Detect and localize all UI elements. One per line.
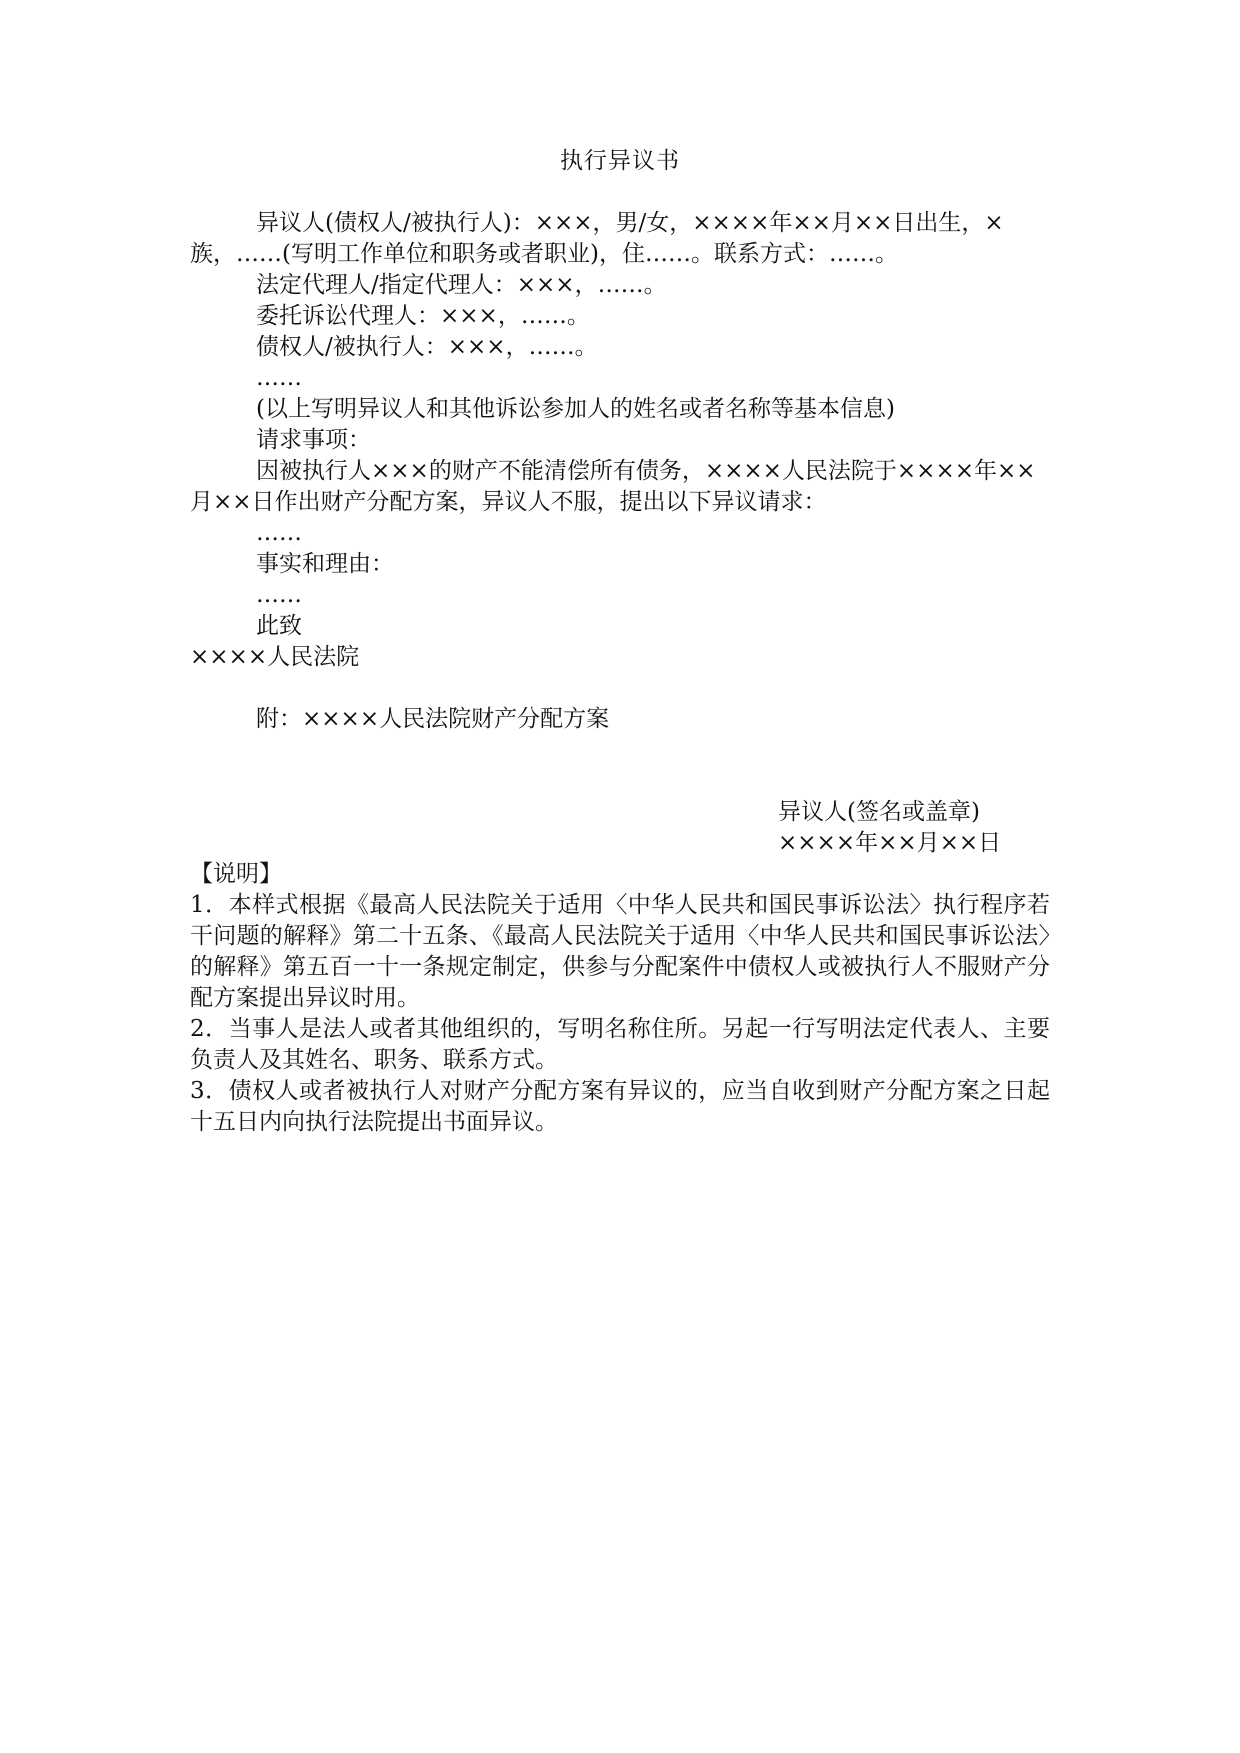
- closing-court: ××××人民法院: [190, 644, 360, 670]
- closing-respectfully: 此致: [256, 613, 302, 639]
- attachment-line: 附：××××人民法院财产分配方案: [256, 706, 610, 732]
- request-heading: 请求事项：: [256, 427, 371, 453]
- entrusted-agent-info: 委托诉讼代理人：×××，……。: [256, 303, 590, 329]
- facts-ellipsis: ……: [256, 582, 302, 608]
- document-title: 执行异议书: [560, 148, 680, 174]
- creditor-debtor-info: 债权人/被执行人：×××，……。: [256, 334, 598, 360]
- spacer: [190, 735, 1050, 797]
- note-item-2: 2．当事人是法人或者其他组织的，写明名称住所。另起一行写明法定代表人、主要负责人及其姓名、职务、联系方式。: [190, 1016, 1050, 1073]
- facts-heading: 事实和理由：: [256, 551, 394, 577]
- party-ellipsis: ……: [256, 365, 302, 391]
- signature-date: ××××年××月××日: [778, 830, 1002, 856]
- notes-heading: 【说明】: [190, 861, 282, 887]
- notes-section: [190, 859, 1050, 1138]
- request-text: 因被执行人×××的财产不能清偿所有债务，××××人民法院于××××年××月××日作出财产分配方案，异议人不服，提出以下异议请求：: [190, 458, 1036, 515]
- request-ellipsis: ……: [256, 520, 302, 546]
- signature-block: [190, 797, 1050, 859]
- legal-agent-info: 法定代理人/指定代理人：×××，……。: [256, 272, 667, 298]
- spacer: [190, 673, 1050, 704]
- note-item-3: 3．债权人或者被执行人对财产分配方案有异议的，应当自收到财产分配方案之日起十五日内向执行法院提出书面异议。: [190, 1078, 1050, 1135]
- note-item-1: 1．本样式根据《最高人民法院关于适用〈中华人民共和国民事诉讼法〉执行程序若干问题的解释》第二十五条、《最高人民法院关于适用〈中华人民共和国民事诉讼法〉的解释》第五百一十一条规定制定，供参与分配案件中债权人或被执行人不服财产分配方案提出异议时用。: [190, 892, 1050, 1011]
- signature-signer: 异议人(签名或盖章): [778, 799, 980, 825]
- objector-info: 异议人(债权人/被执行人)：×××，男/女，××××年××月××日出生，×族，……(写明工作单位和职务或者职业)，住……。联系方式：……。: [190, 210, 1004, 267]
- basic-info-note: (以上写明异议人和其他诉讼参加人的姓名或者名称等基本信息): [256, 396, 895, 422]
- document-body: [190, 146, 1050, 1138]
